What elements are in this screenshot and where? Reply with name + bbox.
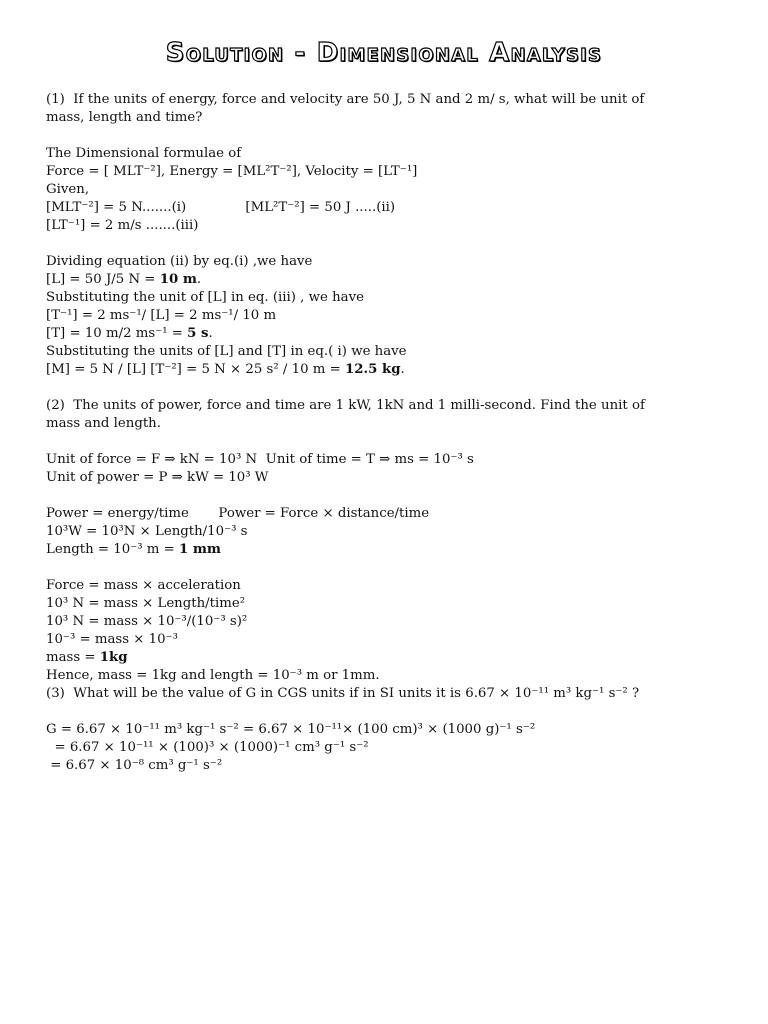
page-title: Solution - Dimensional Analysis bbox=[165, 38, 603, 68]
result-text: [M] = 5 N / [L] [T⁻²] = 5 N × 25 s² / 10 m = bbox=[46, 362, 345, 377]
q2-result-length bbox=[46, 541, 726, 559]
q2-equation-line: Unit of power = P ⇒ kW = 10³ W bbox=[46, 470, 269, 485]
q1-text-line: Substituting the unit of [L] in eq. (iii) , we have bbox=[46, 290, 364, 305]
result-text: [L] = 50 J/5 N = bbox=[46, 272, 160, 287]
q3-question: (3) What will be the value of G in CGS units if in SI units it is 6.67 × 10⁻¹¹ m³ kg⁻¹ s⁻² ? bbox=[46, 686, 640, 701]
result-value: 12.5 kg bbox=[344, 362, 401, 377]
q2-equation-line: 10⁻³ = mass × 10⁻³ bbox=[46, 632, 178, 647]
q1-text-line: Substituting the units of [L] and [T] in eq.( i) we have bbox=[46, 344, 407, 359]
q2-question-line-1: (2) The units of power, force and time are 1 kW, 1kN and 1 milli-second. Find the unit of bbox=[46, 398, 645, 413]
q1-text-line: Dividing equation (ii) by eq.(i) ,we have bbox=[46, 254, 313, 269]
q2-equation-line: Unit of force = F ⇒ kN = 10³ N Unit of time = T ⇒ ms = 10⁻³ s bbox=[46, 452, 474, 467]
q1-question-line-2: mass, length and time? bbox=[46, 110, 203, 125]
result-text: . bbox=[196, 272, 202, 287]
q2-equation-line: 10³ N = mass × 10⁻³/(10⁻³ s)² bbox=[46, 614, 248, 629]
q1-result-mass bbox=[46, 361, 726, 379]
q2-question-line-2: mass and length. bbox=[46, 416, 161, 431]
q2-equation-line: 10³W = 10³N × Length/10⁻³ s bbox=[46, 524, 248, 539]
q1-equation-line: [LT⁻¹] = 2 m/s .......(iii) bbox=[46, 218, 199, 233]
result-text: [T] = 10 m/2 ms⁻¹ = bbox=[46, 326, 188, 341]
result-text: Length = 10⁻³ m = bbox=[46, 542, 179, 557]
result-value: 1 mm bbox=[178, 542, 222, 557]
q1-equation-line: [T⁻¹] = 2 ms⁻¹/ [L] = 2 ms⁻¹/ 10 m bbox=[46, 308, 277, 323]
q2-equation-line: Power = energy/time Power = Force × distance/time bbox=[46, 506, 430, 521]
q3-equation-line: = 6.67 × 10⁻¹¹ × (100)³ × (1000)⁻¹ cm³ g⁻¹ s⁻² bbox=[46, 740, 369, 755]
result-value: 10 m bbox=[159, 272, 197, 287]
q1-result-time bbox=[46, 325, 726, 343]
q1-equation-line: [MLT⁻²] = 5 N.......(i) [ML²T⁻²] = 50 J .....(ii) bbox=[46, 200, 396, 215]
result-value: 1kg bbox=[99, 650, 128, 665]
q1-result-length bbox=[46, 271, 726, 289]
q2-equation-line: 10³ N = mass × Length/time² bbox=[46, 596, 246, 611]
q3-equation-line: G = 6.67 × 10⁻¹¹ m³ kg⁻¹ s⁻² = 6.67 × 10⁻¹¹× (100 cm)³ × (1000 g)⁻¹ s⁻² bbox=[46, 722, 536, 737]
q2-conclusion: Hence, mass = 1kg and length = 10⁻³ m or 1mm. bbox=[46, 668, 380, 683]
document-body bbox=[46, 91, 726, 775]
q3-equation-line: = 6.67 × 10⁻⁸ cm³ g⁻¹ s⁻² bbox=[46, 758, 223, 773]
q1-question-line-1: (1) If the units of energy, force and velocity are 50 J, 5 N and 2 m/ s, what will be unit of bbox=[46, 92, 645, 107]
q2-result-mass bbox=[46, 649, 726, 667]
result-value: 5 s bbox=[187, 326, 209, 341]
result-text: . bbox=[208, 326, 213, 341]
result-text: mass = bbox=[46, 650, 100, 665]
q1-text-line: Given, bbox=[46, 182, 90, 197]
q2-equation-line: Force = mass × acceleration bbox=[46, 578, 241, 593]
result-text: . bbox=[400, 362, 405, 377]
q1-formula-line: Force = [ MLT⁻²], Energy = [ML²T⁻²], Velocity = [LT⁻¹] bbox=[46, 164, 418, 179]
q1-text-line: The Dimensional formulae of bbox=[46, 146, 242, 161]
